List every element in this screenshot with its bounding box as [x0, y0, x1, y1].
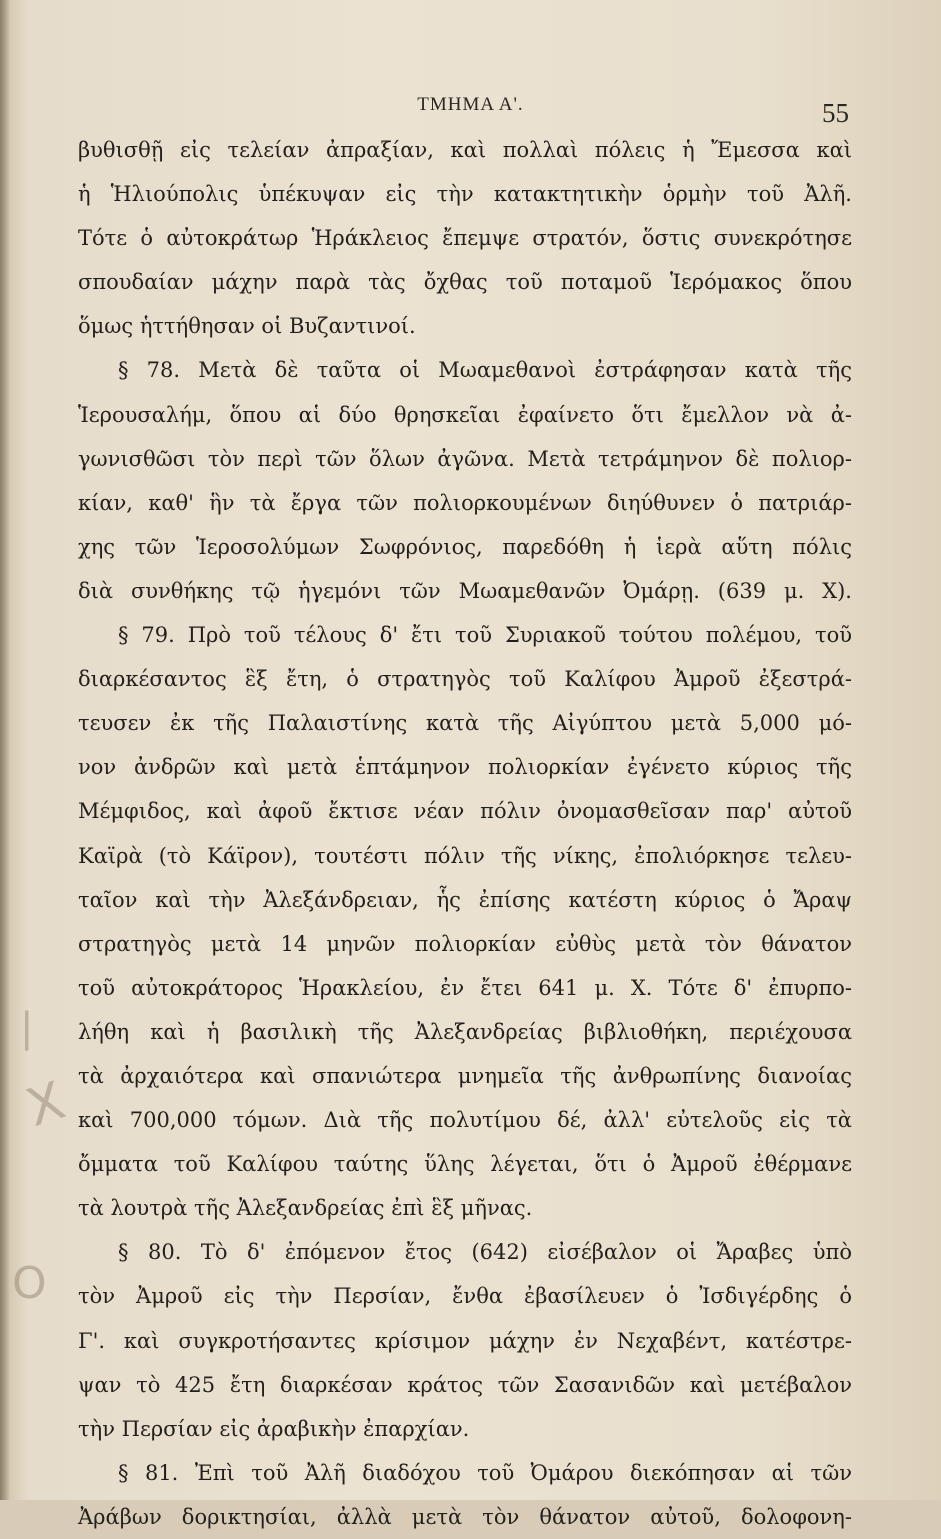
text-line: διὰ συνθήκης τῷ ἡγεμόνι τῶν Μωαμεθανῶν Ὀμάρῃ. (639 μ. Χ). [78, 578, 852, 603]
text-line: ταῖον καὶ τὴν Ἀλεξάνδρειαν, ἧς ἐπίσης κατέστη κύριος ὁ Ἄραψ [78, 887, 852, 912]
section-81-heading-line: § 81. Ἐπὶ τοῦ Ἀλῆ διαδόχου τοῦ Ὀμάρου διεκόπησαν αἱ τῶν [118, 1460, 852, 1485]
text-line: νον ἀνδρῶν καὶ μετὰ ἑπτάμηνον πολιορκίαν ἐγένετο κύριος τῆς [78, 755, 852, 780]
body-text [78, 128, 852, 1539]
running-header: ΤΜΗΜΑ Α'. [417, 94, 524, 115]
section-79-heading-line: § 79. Πρὸ τοῦ τέλους δ' ἔτι τοῦ Συριακοῦ τούτου πολέμου, τοῦ [118, 623, 852, 648]
margin-pencil-mark: Х [19, 1070, 73, 1140]
text-line: βυθισθῇ εἰς τελείαν ἀπραξίαν, καὶ πολλαὶ πόλεις ἡ Ἔμεσσα καὶ [78, 138, 852, 162]
text-line: Μέμφιδος, καὶ ἀφοῦ ἔκτισε νέαν πόλιν ὀνομασθεῖσαν παρ' αὐτοῦ [78, 799, 852, 824]
text-line: Γ'. καὶ συγκροτήσαντες κρίσιμον μάχην ἐν Νεχαβέντ, κατέστρε- [78, 1328, 852, 1353]
text-line: ὄμματα τοῦ Καλίφου ταύτης ὕλης λέγεται, ὅτι ὁ Ἀμροῦ ἐθέρμανε [78, 1152, 852, 1177]
text-line: ψαν τὸ 425 ἔτη διαρκέσαν κράτος τῶν Σασανιδῶν καὶ μετέβαλον [78, 1372, 852, 1397]
text-line: Καϊρὰ (τὸ Κάϊρον), τουτέστι πόλιν τῆς νίκης, ἐπολιόρκησε τελευ- [78, 843, 852, 868]
text-line: καὶ 700,000 τόμων. Διὰ τῆς πολυτίμου δέ, ἀλλ' εὐτελοῦς εἰς τὰ [78, 1108, 852, 1133]
text-line: τοῦ αὐτοκράτορος Ἡρακλείου, ἐν ἔτει 641 μ. Χ. Τότε δ' ἐπυρπο- [78, 975, 852, 1000]
text-line: ὅμως ἡττήθησαν οἱ Βυζαντινοί. [78, 314, 416, 339]
page-gutter-shadow [0, 0, 10, 1500]
text-line: τὴν Περσίαν εἰς ἀραβικὴν ἐπαρχίαν. [78, 1416, 470, 1441]
text-line: διαρκέσαντος ἓξ ἔτη, ὁ στρατηγὸς τοῦ Καλίφου Ἀμροῦ ἐξεστρά- [78, 667, 852, 692]
text-line: Ἀράβων δορικτησίαι, ἀλλὰ μετὰ τὸν θάνατον αὐτοῦ, δολοφονη- [78, 1504, 852, 1529]
text-line: στρατηγὸς μετὰ 14 μηνῶν πολιορκίαν εὐθὺς μετὰ τὸν θάνατον [78, 931, 852, 956]
text-line: χης τῶν Ἱεροσολύμων Σωφρόνιος, παρεδόθη ἡ ἱερὰ αὕτη πόλις [78, 534, 852, 559]
text-line: ἡ Ἡλιούπολις ὑπέκυψαν εἰς τὴν κατακτητικὴν ὁρμὴν τοῦ Ἀλῆ. [78, 182, 852, 207]
text-line: Ἱερουσαλήμ, ὅπου αἱ δύο θρησκεῖαι ἐφαίνετο ὅτι ἔμελλον νὰ ἀ- [78, 402, 852, 427]
section-80-heading-line: § 80. Τὸ δ' ἐπόμενον ἔτος (642) εἰσέβαλον οἱ Ἄραβες ὑπὸ [118, 1240, 852, 1265]
text-line: Τότε ὁ αὐτοκράτωρ Ἡράκλειος ἔπεμψε στρατόν, ὅστις συνεκρότησε [78, 226, 852, 251]
text-line: κίαν, καθ' ἣν τὰ ἔργα τῶν πολιορκουμένων διηύθυνεν ὁ πατριάρ- [78, 490, 852, 515]
text-line: γωνισθῶσι τὸν περὶ τῶν ὅλων ἀγῶνα. Μετὰ τετράμηνον δὲ πολιορ- [78, 446, 852, 471]
text-line: λήθη καὶ ἡ βασιλικὴ τῆς Ἀλεξανδρείας βιβλιοθήκη, περιέχουσα [78, 1019, 852, 1044]
margin-pencil-mark: | [20, 1005, 34, 1051]
text-line: τὰ ἀρχαιότερα καὶ σπανιώτερα μνημεῖα τῆς ἀνθρωπίνης διανοίας [78, 1063, 852, 1088]
margin-pencil-mark: Ο [12, 1258, 47, 1309]
section-78-heading-line: § 78. Μετὰ δὲ ταῦτα οἱ Μωαμεθανοὶ ἐστράφησαν κατὰ τῆς [118, 358, 852, 383]
text-line: τὸν Ἀμροῦ εἰς τὴν Περσίαν, ἔνθα ἐβασίλευεν ὁ Ἰσδιγέρδης ὁ [78, 1284, 852, 1309]
text-line: τὰ λουτρὰ τῆς Ἀλεξανδρείας ἐπὶ ἓξ μῆνας. [78, 1196, 533, 1221]
text-line: σπουδαίαν μάχην παρὰ τὰς ὄχθας τοῦ ποταμοῦ Ἱερόμακος ὅπου [78, 270, 852, 295]
page-number: 55 [822, 98, 849, 128]
text-line: τευσεν ἐκ τῆς Παλαιστίνης κατὰ τῆς Αἰγύπτου μετὰ 5,000 μό- [78, 711, 852, 736]
